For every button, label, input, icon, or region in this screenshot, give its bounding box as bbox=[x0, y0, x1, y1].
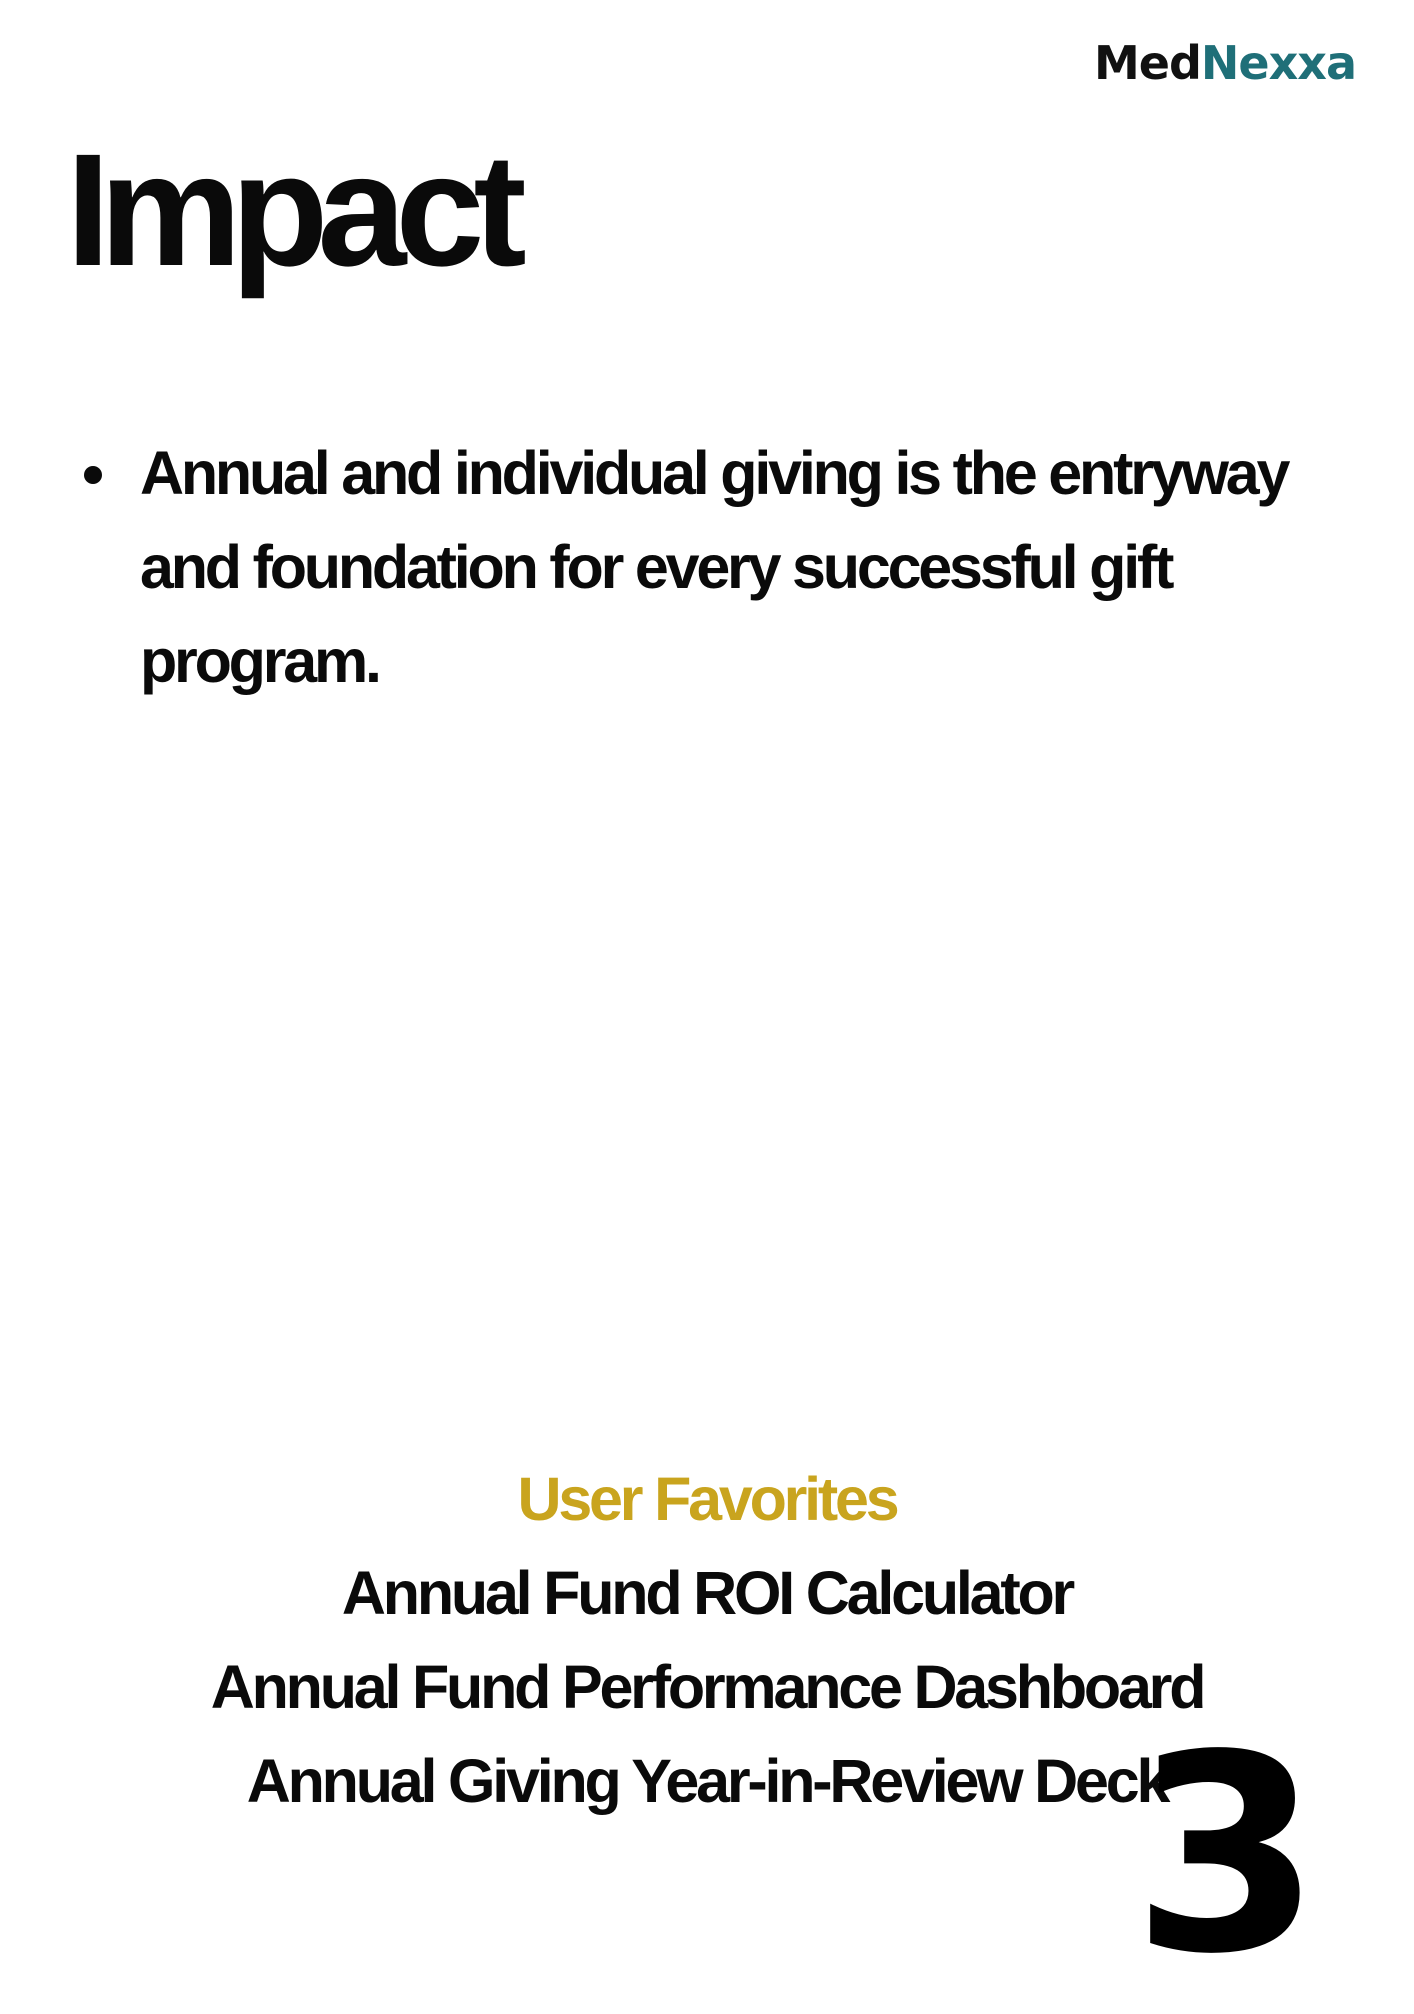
bullet-item bbox=[140, 426, 1370, 708]
bullet-text: Annual and individual giving is the entryway and foundation for every successful gift program. bbox=[140, 439, 1288, 695]
logo-text-nexxa: Nexxa bbox=[1200, 36, 1356, 90]
bullet-list bbox=[140, 426, 1370, 708]
favorite-item-year-in-review-deck: Annual Giving Year-in-Review Deck bbox=[246, 1747, 1168, 1815]
favorite-item-performance-dashboard: Annual Fund Performance Dashboard bbox=[210, 1653, 1204, 1721]
bullet-dot-icon bbox=[84, 466, 102, 484]
user-favorites-heading: User Favorites bbox=[517, 1465, 897, 1533]
page-title: Impact bbox=[66, 120, 516, 299]
brand-logo bbox=[1094, 36, 1356, 90]
logo-text-med: Med bbox=[1094, 36, 1201, 90]
favorite-item-roi-calculator: Annual Fund ROI Calculator bbox=[341, 1559, 1073, 1627]
page-number: 3 bbox=[1132, 1698, 1322, 2014]
